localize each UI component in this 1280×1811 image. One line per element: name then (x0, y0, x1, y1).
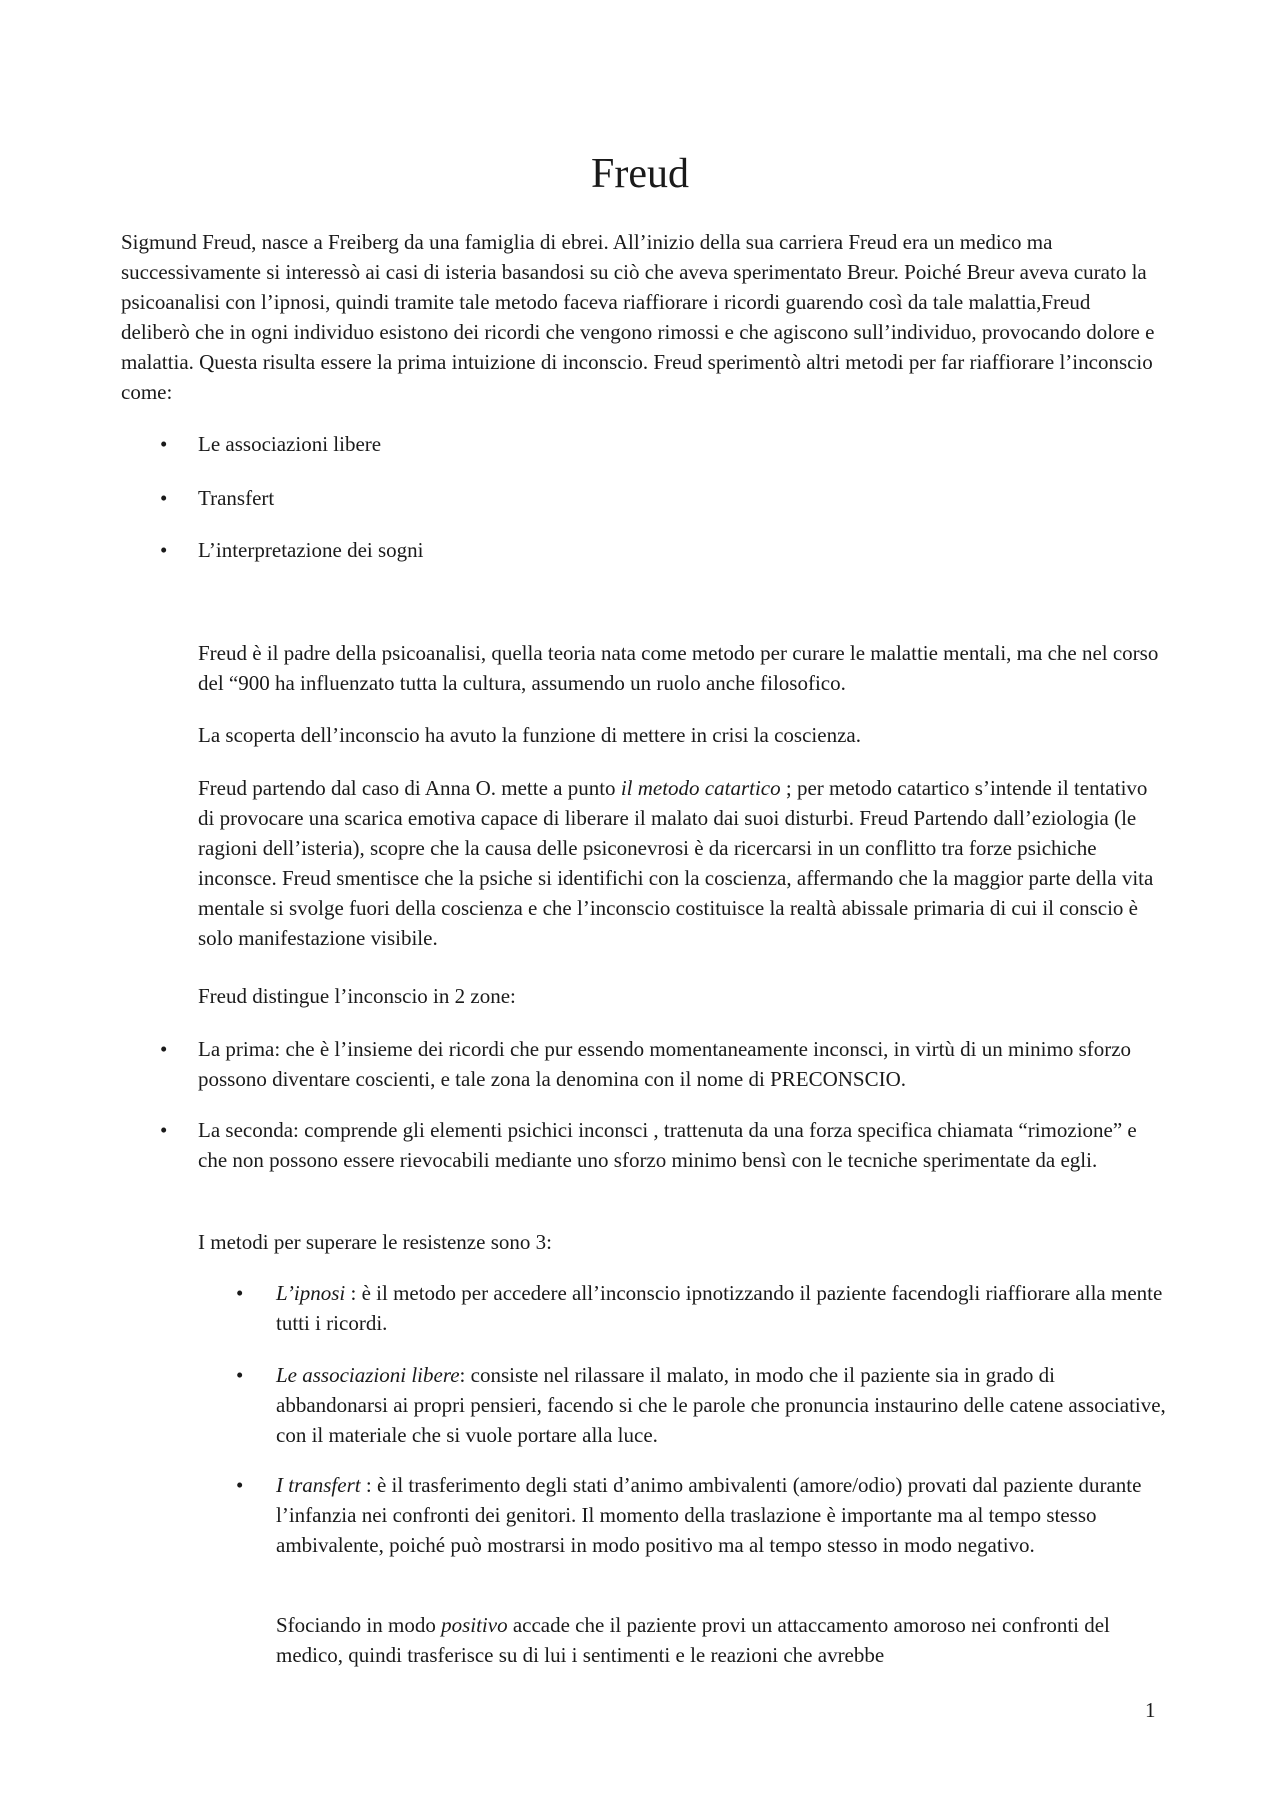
list-item (236, 1470, 1166, 1560)
page-number: 1 (1145, 1698, 1156, 1722)
list-item-text: Transfert (198, 486, 275, 510)
italic-term: L’ipnosi (276, 1281, 346, 1305)
paragraph-sfociando (276, 1610, 1166, 1670)
page-title: Freud (591, 151, 689, 197)
bullet-icon: • (236, 1473, 244, 1497)
paragraph-anna-o (198, 773, 1163, 953)
list-item (160, 429, 1160, 459)
separator: : (459, 1363, 471, 1387)
bullet-icon: • (236, 1281, 244, 1305)
paragraph-scoperta: La scoperta dell’inconscio ha avuto la funzione di mettere in crisi la coscienza. (198, 723, 861, 747)
bullet-icon: • (160, 1037, 168, 1061)
intro-paragraph: Sigmund Freud, nasce a Freiberg da una famiglia di ebrei. All’inizio della sua carriera Freud era un medico ma successivamente si interessò ai casi di isteria basandosi su ciò che aveva sperimentato Breur. Poiché Breur aveva curato la psicoanalisi con l’ipnosi, quindi tramite tale metodo faceva riaffiorare i ricordi guarendo così da tale malattia,Freud deliberò che in ogni individuo esistono dei ricordi che vengono rimossi e che agiscono sull’individuo, provocando dolore e malattia. Questa risulta essere la prima intuizione di inconscio. Freud sperimentò altri metodi per far riaffiorare l’inconscio come: (121, 230, 1155, 404)
list-item-text: Le associazioni libere (198, 432, 382, 456)
text-run: consiste nel rilassare il malato, in modo che il paziente sia in grado di abbandonarsi ai propri pensieri, facendo si che le parole che pronuncia instaurino delle catene associative, con il materiale che si vuole portare alla luce. (276, 1363, 1166, 1447)
italic-term: I transfert (276, 1473, 361, 1497)
list-item (160, 535, 1160, 565)
list-item (160, 483, 1160, 513)
text-run: accade che il paziente provi un attaccamento amoroso nei confronti del medico, quindi trasferisce su di lui i sentimenti e le reazioni che avrebbe (276, 1613, 1110, 1667)
list-item (236, 1360, 1166, 1450)
bullet-icon: • (160, 432, 168, 456)
bullet-icon: • (160, 538, 168, 562)
paragraph-zone: Freud distingue l’inconscio in 2 zone: (198, 984, 516, 1008)
paragraph-metodi: I metodi per superare le resistenze sono 3: (198, 1230, 552, 1254)
bullet-icon: • (160, 1118, 168, 1142)
list-item-text: L’interpretazione dei sogni (198, 538, 424, 562)
text-run: è il metodo per accedere all’inconscio ipnotizzando il paziente facendogli riaffiorare alla mente tutti i ricordi. (276, 1281, 1163, 1335)
text-run: ; per metodo catartico s’intende il tentativo di provocare una scarica emotiva capace di liberare il malato dai suoi disturbi. Freud Partendo dall’eziologia (le ragioni dell’isteria), scopre che la causa delle psiconevrosi è da ricercarsi in un conflitto tra forze psichiche inconsce. Freud smentisce che la psiche si identifichi con la coscienza, affermando che la maggior parte della vita mentale si svolge fuori della coscienza e che l’inconscio costituisce la realtà abissale primaria di cui il conscio è solo manifestazione visibile. (198, 776, 1154, 950)
text-run: Sfociando in modo (276, 1613, 442, 1637)
bullet-icon: • (236, 1363, 244, 1387)
bullet-icon: • (160, 486, 168, 510)
italic-term: positivo (441, 1613, 508, 1637)
list-item-text: La prima: che è l’insieme dei ricordi che pur essendo momentaneamente inconsci, in virtù di un minimo sforzo possono diventare coscienti, e tale zona la denomina con il nome di PRECONSCIO. (198, 1037, 1132, 1091)
paragraph-padre: Freud è il padre della psicoanalisi, quella teoria nata come metodo per curare le malattie mentali, ma che nel corso del “900 ha influenzato tutta la cultura, assumendo un ruolo anche filosofico. (198, 641, 1159, 695)
list-item-text (276, 1278, 1166, 1338)
list-item-text (276, 1470, 1166, 1560)
text-run: Freud partendo dal caso di Anna O. mette a punto (198, 776, 621, 800)
italic-term: il metodo catartico (620, 776, 781, 800)
list-item-text: La seconda: comprende gli elementi psichici inconsci , trattenuta da una forza specifica chiamata “rimozione” e che non possono essere rievocabili mediante uno sforzo minimo bensì con le tecniche sperimentate da egli. (198, 1118, 1137, 1172)
list-item (160, 1034, 1165, 1094)
list-item (236, 1278, 1166, 1338)
separator: : (360, 1473, 377, 1497)
text-run: è il trasferimento degli stati d’animo ambivalenti (amore/odio) provati dal paziente durante l’infanzia nei confronti dei genitori. Il momento della traslazione è importante ma al tempo stesso ambivalente, poiché può mostrarsi in modo positivo ma al tempo stesso in modo negativo. (276, 1473, 1142, 1557)
separator: : (345, 1281, 362, 1305)
list-item-text (276, 1360, 1166, 1450)
italic-term: Le associazioni libere (276, 1363, 460, 1387)
list-item (160, 1115, 1165, 1175)
